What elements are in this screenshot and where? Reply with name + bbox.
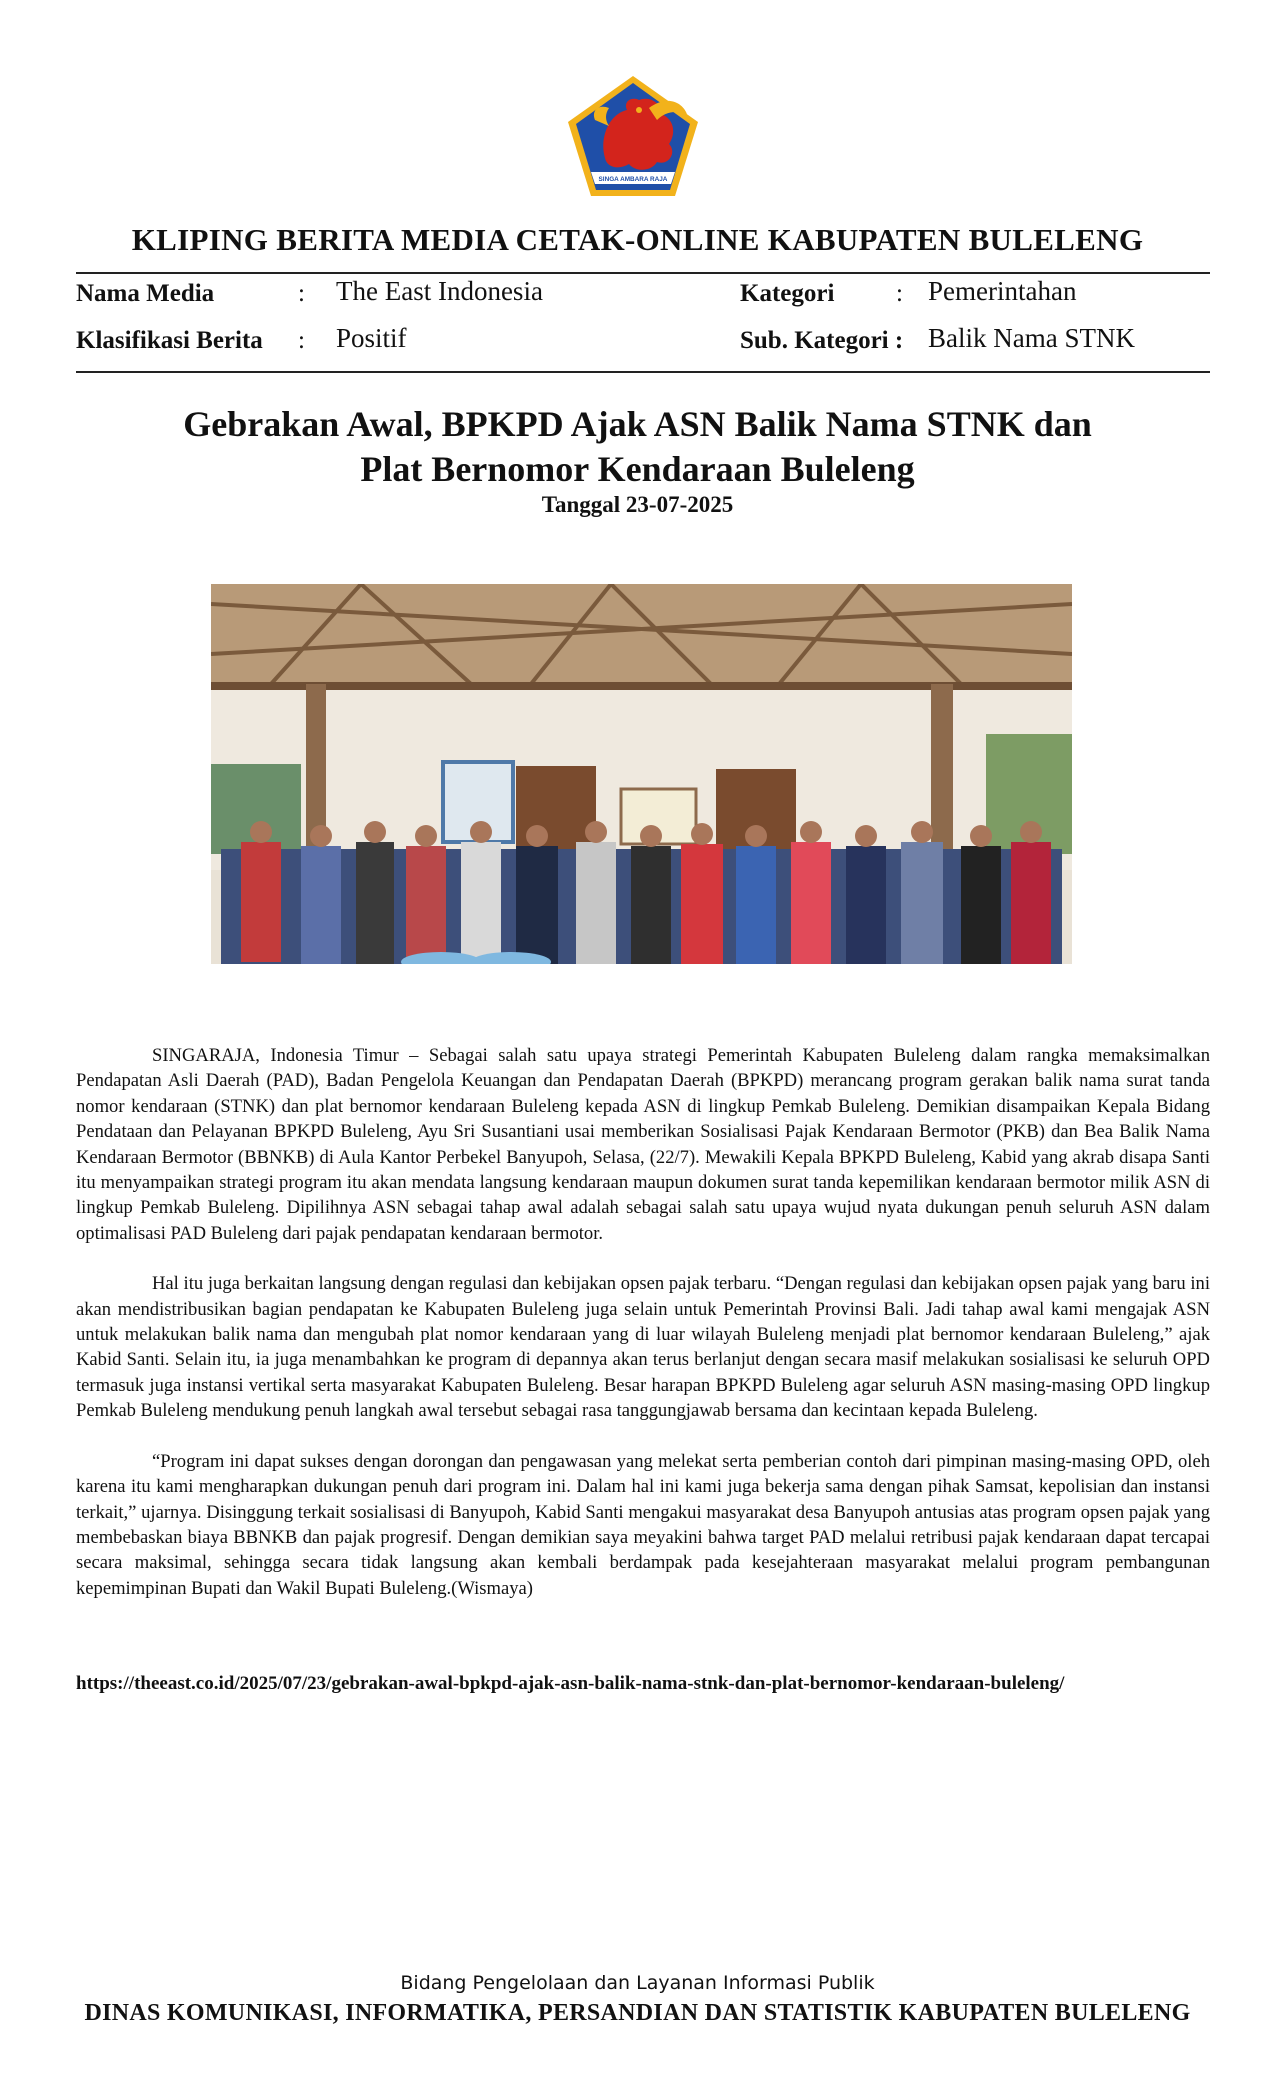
article-paragraph-1: SINGARAJA, Indonesia Timur – Sebagai salah satu upaya strategi Pemerintah Kabupaten Buleleng dalam rangka memaksimalkan Pendapatan Asli Daerah (PAD), Badan Pengelola Keuangan dan Pendapatan Daerah (BPKPD) merancang program gerakan balik nama surat tanda nomor kendaraan (STNK) dan plat bernomor kendaraan Buleleng kepada ASN di lingkup Pemkab Buleleng. Demikian disampaikan Kepala Bidang Pendataan dan Pelayanan BPKPD Buleleng, Ayu Sri Susantiani usai memberikan Sosialisasi Pajak Kendaraan Bermotor (PKB) dan Bea Balik Nama Kendaraan Bermotor (BBNKB) di Aula Kantor Perbekel Banyupoh, Selasa, (22/7). Mewakili Kepala BPKPD Buleleng, Kabid yang akrab disapa Santi itu menyampaikan strategi program itu akan mendata langsung kendaraan maupun dokumen surat tanda kepemilikan kendaraan bermotor milik ASN di lingkup Pemkab Buleleng. Dipilihnya ASN sebagai tahap awal adalah sebagai salah satu upaya wujud nyata dukungan penuh seluruh ASN dalam optimalisasi PAD Buleleng dari pajak pendapatan kendaraan bermotor.	[76, 1045, 1210, 1244]
sub-kategori-label: Sub. Kategori :	[740, 327, 904, 354]
article-date: Tanggal 23-07-2025	[541, 492, 734, 517]
nama-media-colon: :	[298, 280, 305, 307]
kategori-colon: :	[896, 280, 903, 307]
klasifikasi-berita-value: Positif	[336, 323, 407, 353]
kategori-label: Kategori	[740, 280, 835, 307]
sub-kategori-value: Balik Nama STNK	[928, 323, 1135, 353]
article-title-line-2: Plat Bernomor Kendaraan Buleleng	[360, 449, 915, 489]
article-title-line-1: Gebrakan Awal, BPKPD Ajak ASN Balik Nama STNK dan	[183, 404, 1092, 444]
footer-division: Bidang Pengelolaan dan Layanan Informasi Publik	[400, 1972, 875, 1994]
article-body	[76, 1043, 1210, 1626]
article-paragraph-2: Hal itu juga berkaitan langsung dengan regulasi dan kebijakan opsen pajak terbaru. “Dengan regulasi dan kebijakan opsen pajak yang baru ini akan mendistribusikan bagian pendapatan ke Kabupaten Buleleng juga selain untuk Pemerintah Provinsi Bali. Jadi tahap awal kami mengajak ASN untuk melakukan balik nama dan mengubah plat nomor kendaraan yang di luar wilayah Buleleng menjadi plat bernomor kendaraan Buleleng,” ajak Kabid Santi. Selain itu, ia juga menambahkan ke program di depannya akan terus berlanjut dengan secara masif melakukan sosialisasi ke seluruh OPD termasuk juga instansi vertikal serta masyarakat Kabupaten Buleleng. Besar harapan BPKPD Buleleng agar seluruh ASN masing-masing OPD lingkup Pemkab Buleleng mendukung penuh langkah awal tersebut sebagai rasa tanggungjawab bersama dan kecintaan kepada Buleleng.	[76, 1273, 1210, 1422]
singa-ambara-raja-emblem-icon	[565, 74, 701, 200]
source-url-link[interactable]: https://theeast.co.id/2025/07/23/gebrakan-awal-bpkpd-ajak-asn-balik-nama-stnk-dan-plat-bernomor-kendaraan-buleleng/	[76, 1673, 1065, 1694]
kategori-value: Pemerintahan	[928, 276, 1077, 306]
header-bottom-rule	[76, 371, 1210, 373]
logo-text: SINGA AMBARA RAJA	[598, 176, 668, 183]
header-top-rule	[76, 272, 1210, 274]
group-photo-icon	[211, 584, 1072, 964]
clipping-header-title: KLIPING BERITA MEDIA CETAK-ONLINE KABUPATEN BULELENG	[131, 222, 1144, 257]
article-paragraph-3: “Program ini dapat sukses dengan dorongan dan pengawasan yang melekat serta pemberian contoh dari pimpinan masing-masing OPD, oleh karena itu kami mengharapkan dukungan penuh dari program ini. Dalam hal ini kami juga bekerja sama dengan pihak Samsat, kepolisian dan instansi terkait,” ujarnya. Disinggung terkait sosialisasi di Banyupoh, Kabid Santi mengakui masyarakat desa Banyupoh antusias atas program opsen pajak yang membebaskan biaya BBNKB dan pajak progresif. Dengan demikian saya meyakini bahwa target PAD melalui retribusi pajak kendaraan dapat tercapai secara maksimal, sehingga secara tidak langsung akan kembali berdampak pada kesejahteraan masyarakat melalui program pembangunan kepemimpinan Bupati dan Wakil Bupati Buleleng.(Wismaya)	[76, 1450, 1210, 1599]
article-title	[0, 402, 1275, 492]
nama-media-value: The East Indonesia	[336, 276, 543, 306]
klasifikasi-berita-label: Klasifikasi Berita	[76, 327, 263, 354]
footer-agency: DINAS KOMUNIKASI, INFORMATIKA, PERSANDIAN DAN STATISTIK KABUPATEN BULELENG	[84, 2000, 1191, 2026]
nama-media-label: Nama Media	[76, 280, 215, 307]
klasifikasi-berita-colon: :	[298, 327, 305, 354]
